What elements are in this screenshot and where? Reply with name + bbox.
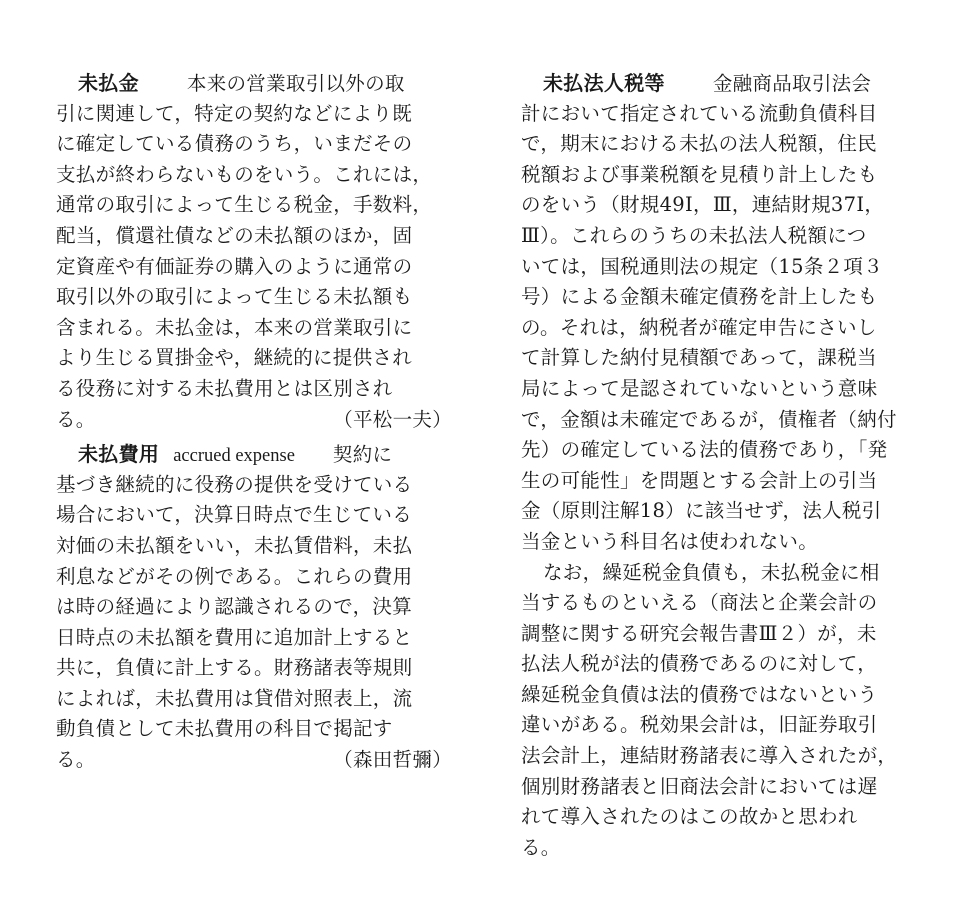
entry-first-line: [56, 439, 468, 470]
right-column: [521, 68, 931, 863]
entry-text-line: の。それは，納税者が確定申告にさいし: [521, 315, 877, 339]
entry-text-line: 含まれる。未払金は，本来の営業取引に: [56, 315, 413, 339]
entry-text-line: 本来の営業取引以外の取: [186, 72, 405, 95]
entry-text-line: より生じる買掛金や，継続的に提供され: [56, 346, 413, 370]
entry-text-line: 契約に: [332, 443, 393, 467]
entry-text-line: 配当，償還社債などの未払額のほか，固: [56, 223, 413, 247]
left-column: [56, 68, 468, 776]
entry-text-line: 通常の取引によって生じる税金，手数料，: [56, 193, 433, 217]
entry-text-line: 金融商品取引法会: [712, 72, 872, 95]
entry-text-line: る。: [56, 407, 96, 431]
entry-text-line: 当金という科目名は使われない。: [521, 529, 819, 553]
entry-mibaraihoujinzeitou: [521, 68, 931, 863]
entry-heading: 未払金: [78, 71, 139, 95]
entry-text-line: る。: [521, 835, 561, 859]
entry-text-line: は時の経過により認識されるので，決算: [56, 595, 413, 619]
entry-text-line: 対価の未払額をいい，未払賃借料，未払: [56, 533, 413, 557]
entry-first-line: [521, 68, 931, 99]
entry-text-line: 支払が終わらないものをいう。これには，: [56, 162, 433, 186]
entry-text-line: 繰延税金負債は法的債務ではないという: [521, 682, 878, 706]
entry-text-line: て計算した納付見積額であって，課税当: [521, 346, 877, 370]
entry-text-line: 税額および事業税額を見積り計上したも: [521, 162, 878, 186]
entry-text-line: る役務に対する未払費用とは区別され: [56, 376, 393, 400]
entry-signature: （平松一夫）: [333, 407, 452, 431]
entry-heading: 未払費用: [78, 442, 160, 467]
entry-text-line: 基づき継続的に役務の提供を受けている: [56, 472, 413, 496]
entry-text-line: 号）による金額未確定債務を計上したも: [521, 285, 878, 309]
entry-text-line: 個別財務諸表と旧商法会計においては遅: [521, 774, 878, 798]
entry-english-term: accrued expense: [173, 446, 295, 467]
entry-text-line: のをいう（財規49Ⅰ，Ⅲ，連結財規37Ⅰ，: [521, 193, 885, 217]
entry-text-line: 調整に関する研究会報告書Ⅲ２）が，未: [521, 621, 877, 645]
entry-text-line: 金（原則注解18）に該当せず，法人税引: [521, 499, 882, 523]
entry-text-line: 動負債として未払費用の科目で掲記す: [56, 717, 393, 741]
entry-text-line: 生の可能性」を問題とする会計上の引当: [521, 468, 878, 492]
entry-text-line: 計において指定されている流動負債科目: [521, 101, 878, 125]
entry-text-line: 当するものといえる（商法と企業会計の: [521, 591, 878, 615]
entry-text-line: なお，繰延税金負債も，未払税金に相: [543, 560, 880, 584]
entry-last-line: [56, 405, 468, 436]
entry-text-line: 日時点の未払額を費用に追加計上すると: [56, 625, 413, 649]
entry-text-line: る。: [56, 748, 96, 772]
entry-text-line: れて導入されたのはこの故かと思われ: [521, 805, 858, 829]
entry-text-line: 先）の確定している法的債務であり，「発: [521, 438, 888, 462]
entry-text-line: によれば，未払費用は貸借対照表上，流: [56, 686, 413, 710]
entry-signature: （森田哲彌）: [333, 748, 452, 772]
entry-text-line: 法会計上，連結財務諸表に導入されたが，: [521, 744, 898, 768]
entry-mibaraihiyou: [56, 439, 468, 776]
entry-first-line: [56, 68, 468, 99]
entry-text-line: 払法人税が法的債務であるのに対して，: [521, 652, 878, 676]
entry-text-line: 引に関連して，特定の契約などにより既: [56, 101, 413, 125]
entry-text-line: に確定している債務のうち，いまだその: [56, 132, 413, 156]
entry-text-line: で，金額は未確定であるが，債権者（納付: [521, 407, 897, 431]
entry-text-line: 場合において，決算日時点で生じている: [56, 503, 413, 527]
paragraph-first-line: [521, 558, 931, 589]
entry-text-line: 定資産や有価証券の購入のように通常の: [56, 254, 413, 278]
entry-text-line: Ⅲ）。これらのうちの未払法人税額につ: [521, 223, 867, 247]
entry-mibaraikin: [56, 68, 468, 435]
entry-text-line: 利息などがその例である。これらの費用: [56, 564, 413, 588]
entry-text-line: で，期末における未払の法人税額，住民: [521, 132, 878, 156]
entry-heading: 未払法人税等: [543, 71, 665, 95]
entry-text-line: いては，国税通則法の規定（15条２項３: [521, 254, 884, 278]
entry-text-line: 違いがある。税効果会計は，旧証券取引: [521, 713, 878, 737]
entry-text-line: 局によって是認されていないという意味: [521, 376, 878, 400]
entry-text-line: 共に，負債に計上する。財務諸表等規則: [56, 656, 413, 680]
entry-text-line: 取引以外の取引によって生じる未払額も: [56, 285, 413, 309]
entry-last-line: [56, 745, 468, 776]
